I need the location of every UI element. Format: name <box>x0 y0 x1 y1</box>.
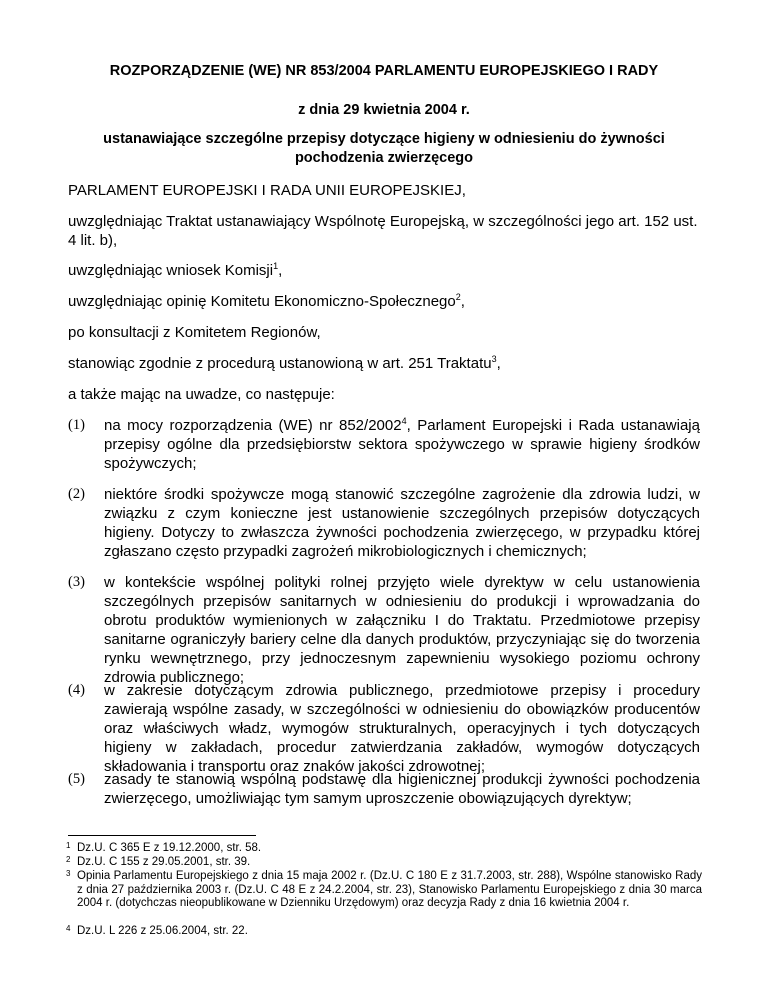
recital-text <box>104 416 700 473</box>
recital-5 <box>68 770 700 808</box>
recital-text: zasady te stanowią wspólną podstawę dla higienicznej produkcji żywności pochodzenia zwierzęcego, umożliwiając tym samym uproszczenie obowiązujących dyrektyw; <box>104 771 700 807</box>
regulation-date: z dnia 29 kwietnia 2004 r. <box>298 102 470 118</box>
recital-text-part: , Parlament Europejski i Rada ustanawiają przepisy ogólne dla przedsiębiorstw sektora spożywczego w sprawie higieny środków spożywczych; <box>104 417 700 472</box>
recital-number: (3) <box>68 574 85 590</box>
footnote-text: Dz.U. C 365 E z 19.12.2000, str. 58. <box>77 842 262 854</box>
citation-procedure: stanowiąc zgodnie z procedurą ustanowioną w art. 251 Traktatu$^3$, <box>68 354 501 372</box>
recital-2 <box>68 485 700 561</box>
footnote-1 <box>66 842 702 856</box>
footnote-text: Dz.U. L 226 z 25.06.2004, str. 22. <box>77 925 248 937</box>
recital-text-part: na mocy rozporządzenia (WE) nr 852/2002 <box>104 417 402 434</box>
footnote-mark: 2 <box>66 855 71 864</box>
recital-text: niektóre środki spożywcze mogą stanowić szczególne zagrożenie dla zdrowia ludzi, w związku z czym konieczne jest ustanowienie szczególnych przepisów dotyczących higieny. Dotyczy to zwłaszcza żywności pochodzenia zwierzęcego, w przypadku której zgłaszano często przypadki zagrożeń mikrobiologicznych i chemicznych; <box>104 486 700 560</box>
footnote-mark: 1 <box>66 841 71 850</box>
considering-formula: a także mając na uwadze, co następuje: <box>68 386 335 403</box>
citation-committee-text: uwzględniając opinię Komitetu Ekonomiczno-Społecznego <box>68 293 456 310</box>
footnote-mark: 4 <box>66 924 71 933</box>
recital-number: (1) <box>68 417 85 433</box>
recital-text: w zakresie dotyczącym zdrowia publicznego, przedmiotowe przepisy i procedury zawierają wspólne zasady, w szczególności w odniesieniu do obowiązków producentów oraz właściwych władz, wymogów strukturalnych, operacyjnych i tych dotyczących higieny w zakładach, procedur zatwierdzania zakładów, wymogów dotyczących składowania i transportu oraz znaków jakości zdrowotnej; <box>104 682 700 775</box>
regulation-title: ROZPORZĄDZENIE (WE) NR 853/2004 PARLAMENTU EUROPEJSKIEGO I RADY <box>109 63 659 79</box>
recital-4 <box>68 681 700 776</box>
footnote-separator <box>68 835 256 836</box>
footnote-2 <box>66 856 702 870</box>
recital-number: (2) <box>68 486 85 502</box>
footnote-ref-3: 3 <box>491 354 497 364</box>
recital-number: (4) <box>68 682 85 698</box>
footnote-ref-1: 1 <box>273 261 279 271</box>
enacting-formula: PARLAMENT EUROPEJSKI I RADA UNII EUROPEJSKIEJ, <box>68 182 466 199</box>
footnote-ref-4: 4 <box>401 416 407 426</box>
subtitle-line-2: pochodzenia zwierzęcego <box>294 150 474 166</box>
footnote-text: Dz.U. C 155 z 29.05.2001, str. 39. <box>77 856 251 868</box>
citation-commission: uwzględniając wniosek Komisji$^1$, <box>68 261 283 279</box>
citation-regions: po konsultacji z Komitetem Regionów, <box>68 324 321 341</box>
footnote-text: Opinia Parlamentu Europejskiego z dnia 15 maja 2002 r. (Dz.U. C 180 E z 31.7.2003, str. 288), Wspólne stanowisko Rady z dnia 27 października 2003 r. (Dz.U. C 48 E z 24.2.2004, str. 23), Stanowisko Parlamentu Europejskiego z dnia 30 marca 2004 r. (dotychczas nieopublikowane w Dzienniku Urzędowym) oraz decyzja Rady z dnia 16 kwietnia 2004 r. <box>77 870 702 909</box>
citation-commission-text: uwzględniając wniosek Komisji <box>68 262 274 279</box>
recital-number: (5) <box>68 771 85 787</box>
citation-treaty: uwzględniając Traktat ustanawiający Wspólnotę Europejską, w szczególności jego art. 152 ust. 4 lit. b), <box>68 213 698 249</box>
footnote-mark: 3 <box>66 869 71 878</box>
footnote-3 <box>66 870 702 911</box>
recital-1 <box>68 416 700 473</box>
regulation-subtitle <box>60 130 708 168</box>
subtitle-line-1: ustanawiające szczególne przepisy dotyczące higieny w odniesieniu do żywności <box>103 131 665 147</box>
recital-text: w kontekście wspólnej polityki rolnej przyjęto wiele dyrektyw w celu ustanowienia szczególnych przepisów sanitarnych w odniesieniu do produkcji i wprowadzania do obrotu produktów wymienionych w załączniku I do Traktatu. Przedmiotowe przepisy sanitarne ograniczyły bariery celne dla danych produktów, przyczyniając się do tworzenia rynku wewnętrznego, przy jednoczesnym zapewnieniu wysokiego poziomu ochrony zdrowia publicznego; <box>104 574 700 686</box>
citation-procedure-text: stanowiąc zgodnie z procedurą ustanowioną w art. 251 Traktatu <box>68 355 492 372</box>
footnote-4 <box>66 925 702 939</box>
citation-committee: uwzględniając opinię Komitetu Ekonomiczno-Społecznego$^2$, <box>68 292 465 310</box>
recital-3 <box>68 573 700 687</box>
footnote-ref-2: 2 <box>455 292 461 302</box>
